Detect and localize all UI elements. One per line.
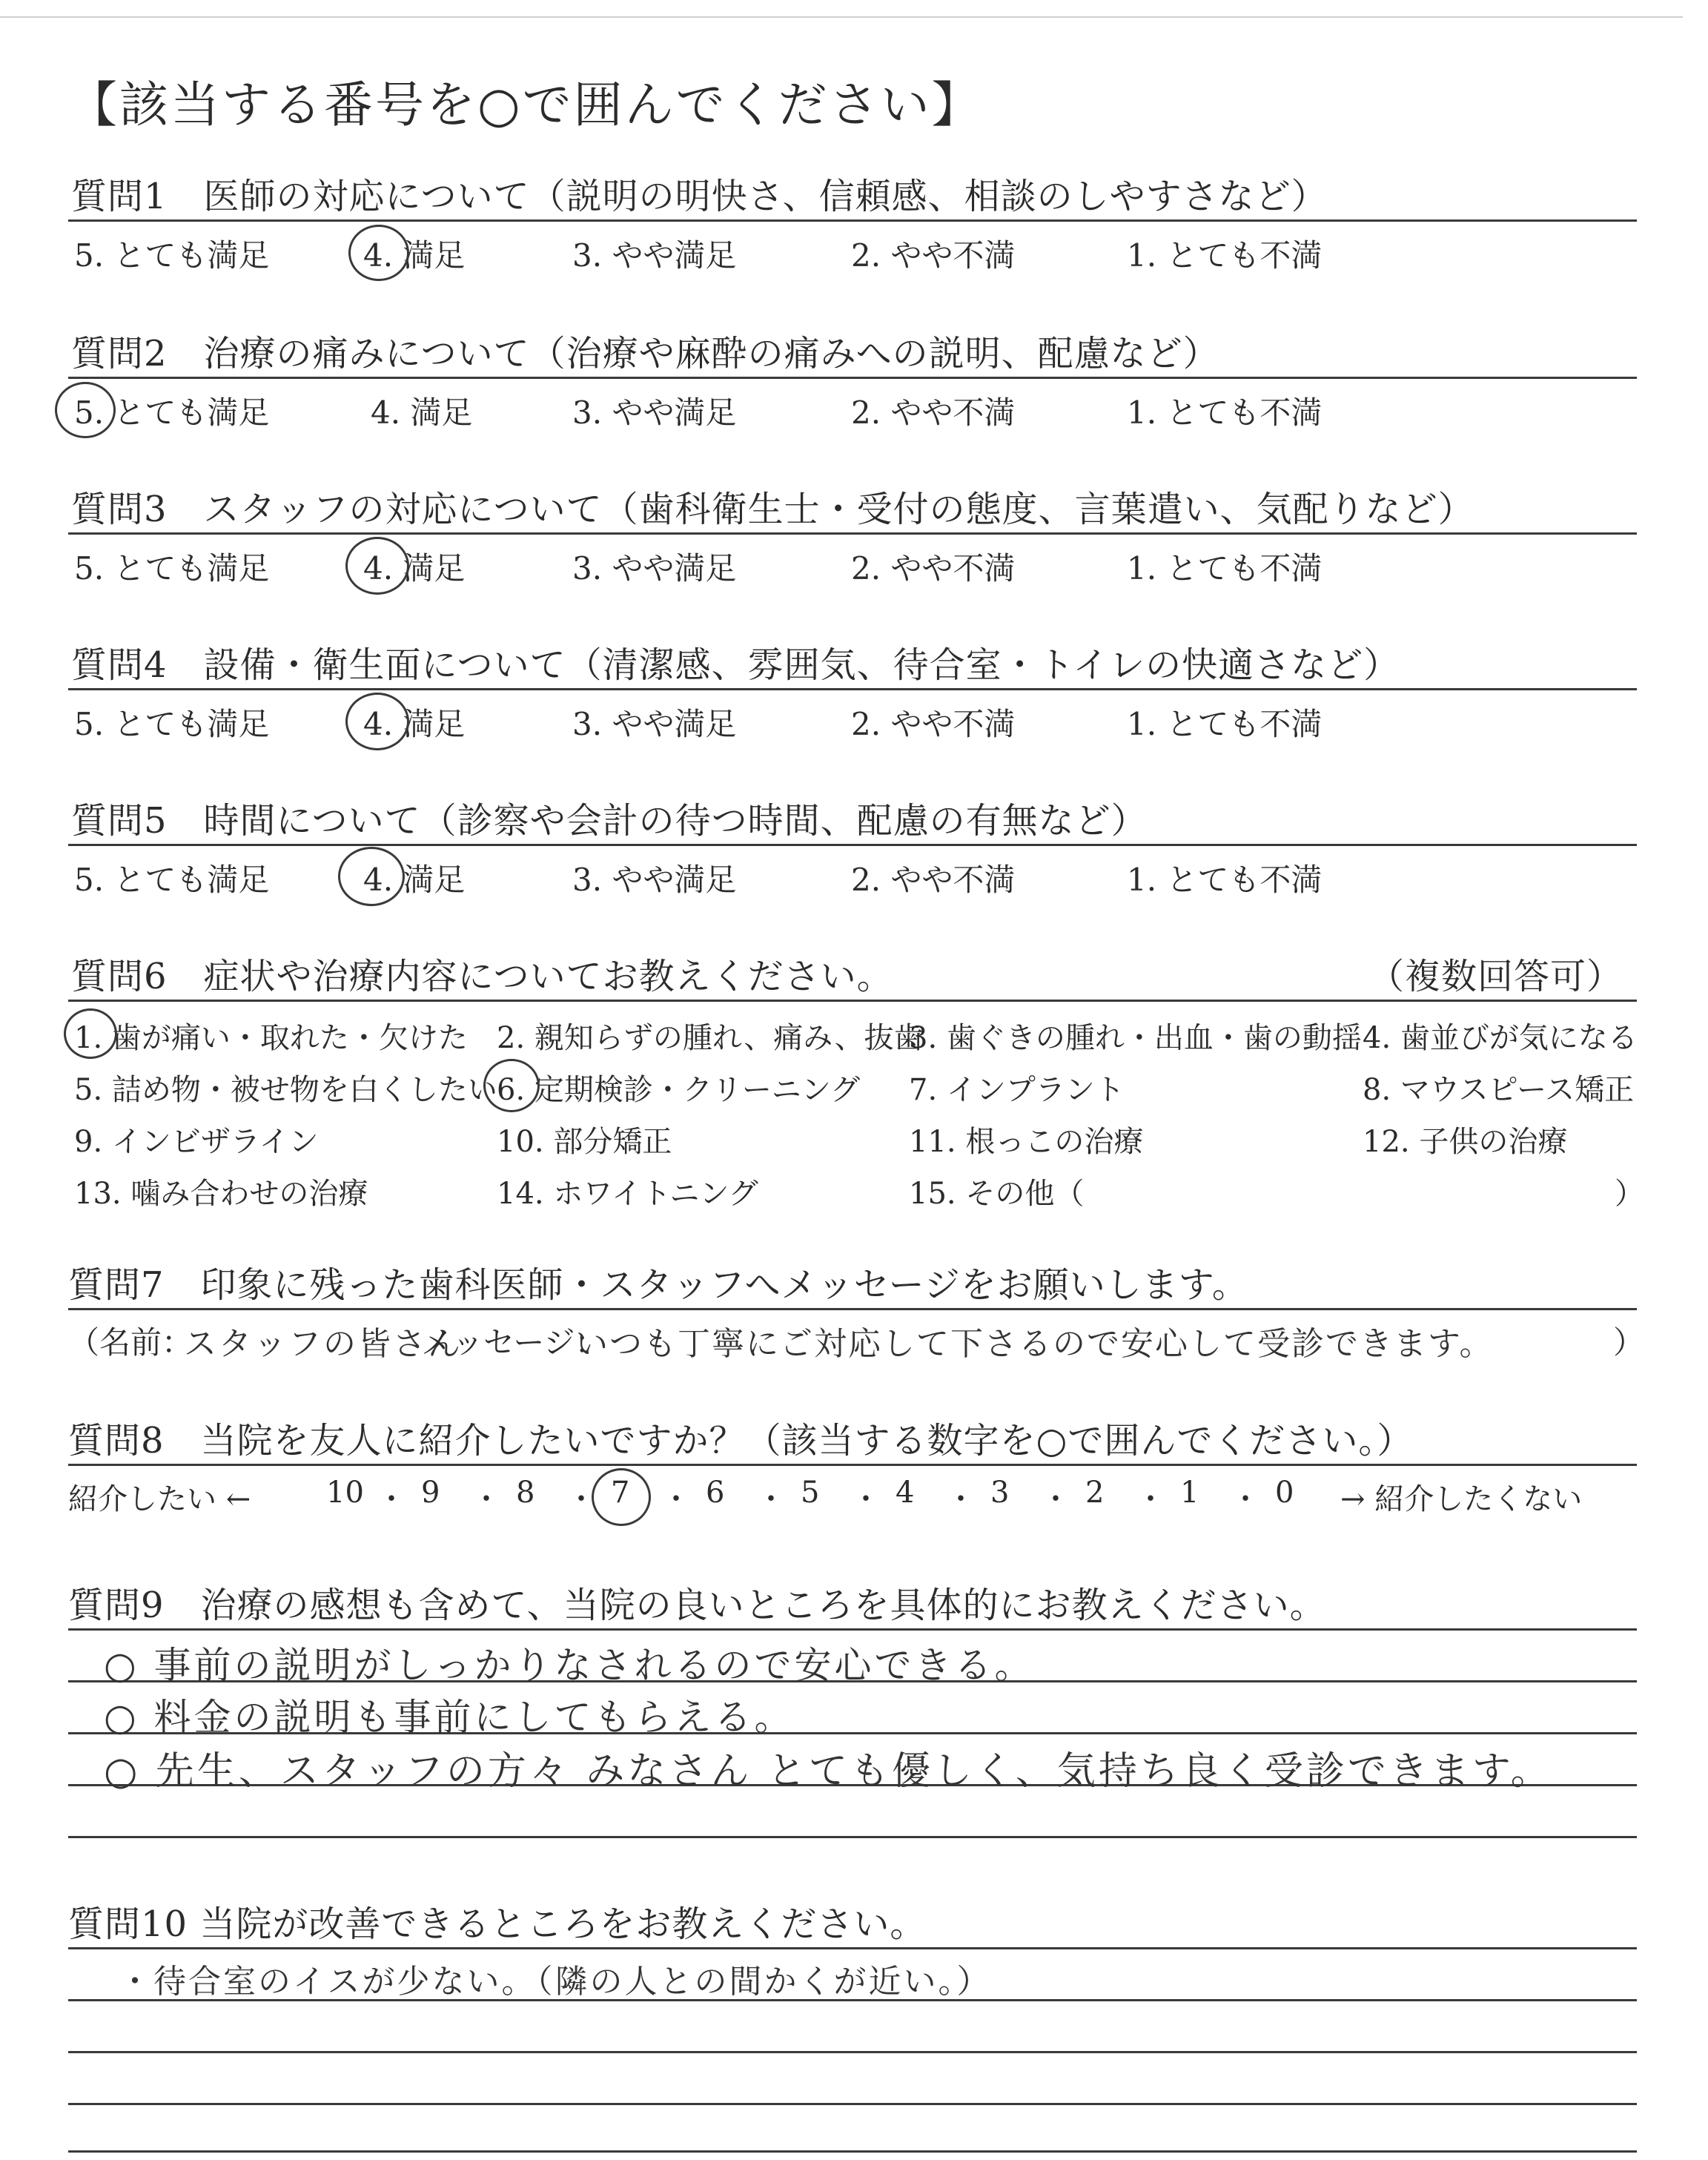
q3-option-3[interactable]: 3. やや満足 (572, 550, 737, 587)
q1-answer-circle (348, 225, 409, 281)
q8-scale-separator: ・ (566, 1482, 596, 1516)
q6-option-3[interactable]: 3. 歯ぐきの腫れ・出血・歯の動揺 (909, 1021, 1362, 1055)
question-8-rule (68, 1464, 1637, 1466)
q9-answer-2[interactable]: ○ 料金の説明も事前にしてもらえる。 (104, 1696, 795, 1739)
q8-scale-separator: ・ (756, 1482, 786, 1516)
scan-edge-line (0, 16, 1683, 18)
q6-option-8[interactable]: 8. マウスピース矯正 (1363, 1073, 1635, 1107)
q3-option-2[interactable]: 2. やや不満 (851, 550, 1016, 587)
q1-option-2[interactable]: 2. やや不満 (851, 237, 1016, 274)
q2-option-2[interactable]: 2. やや不満 (851, 394, 1016, 431)
q8-scale-separator: ・ (1136, 1482, 1165, 1516)
q8-left-label: 紹介したい ← (68, 1482, 251, 1516)
q3-answer-circle (345, 537, 409, 595)
q5-option-3[interactable]: 3. やや満足 (572, 862, 737, 898)
q8-scale-separator: ・ (661, 1482, 691, 1516)
question-10-rule-4 (68, 2103, 1637, 2105)
q8-scale-separator: ・ (851, 1482, 881, 1516)
question-3-rule (68, 532, 1637, 535)
q6-option-13[interactable]: 13. 噛み合わせの治療 (74, 1177, 368, 1211)
q1-option-5[interactable]: 5. とても満足 (74, 237, 270, 274)
q5-option-5[interactable]: 5. とても満足 (74, 862, 270, 898)
q6-option-14[interactable]: 14. ホワイトニング (497, 1177, 758, 1211)
q8-scale-6[interactable]: 6 (706, 1476, 725, 1510)
q5-option-2[interactable]: 2. やや不満 (851, 862, 1016, 898)
q7-name-value[interactable]: スタッフの皆さん (184, 1325, 463, 1363)
question-10-rule-3 (68, 2051, 1637, 2053)
q8-scale-3[interactable]: 3 (990, 1476, 1010, 1510)
q8-scale-separator: ・ (377, 1482, 406, 1516)
q6-option-15[interactable]: 15. その他（ (909, 1177, 1085, 1211)
q4-option-5[interactable]: 5. とても満足 (74, 706, 270, 742)
q1-option-1[interactable]: 1. とても不満 (1127, 237, 1323, 274)
q2-option-1[interactable]: 1. とても不満 (1127, 394, 1323, 431)
q6-option-2[interactable]: 2. 親知らずの腫れ、痛み、抜歯 (497, 1021, 924, 1055)
q8-scale-0[interactable]: 0 (1275, 1476, 1294, 1510)
question-2-title: 質問2 治療の痛みについて（治療や麻酔の痛みへの説明、配慮など） (71, 333, 1219, 374)
q10-answer-1[interactable]: ・待合室のイスが少ない。（隣の人との間かくが近い。） (119, 1963, 992, 2001)
question-7-rule (68, 1308, 1637, 1310)
question-4-rule (68, 688, 1637, 690)
q5-option-4[interactable]: 4. 満足 (363, 862, 466, 898)
q6-option-1[interactable]: 1. 歯が痛い・取れた・欠けた (74, 1021, 468, 1055)
q2-option-4[interactable]: 4. 満足 (371, 394, 473, 431)
q8-scale-separator: ・ (946, 1482, 976, 1516)
q6-option-9[interactable]: 9. インビザライン (74, 1125, 319, 1159)
q8-answer-circle (592, 1468, 651, 1526)
question-5-rule (68, 844, 1637, 846)
question-8-title: 質問8 当院を友人に紹介したいですか？（該当する数字を○で囲んでください。） (68, 1420, 1414, 1462)
q8-scale-8[interactable]: 8 (516, 1476, 535, 1510)
q9-answer-3[interactable]: ○ 先生、スタッフの方々 みなさん とても優しく、気持ち良く受診できます。 (104, 1749, 1552, 1794)
q8-scale-separator: ・ (1231, 1482, 1260, 1516)
instruction-heading: 【該当する番号を○で囲んでください】 (68, 76, 983, 133)
question-6-title: 質問6 症状や治療内容についてお教えください。 (71, 956, 893, 997)
q2-option-5[interactable]: 5. とても満足 (74, 394, 270, 431)
q8-scale-2[interactable]: 2 (1085, 1476, 1105, 1510)
q8-scale-separator: ・ (471, 1482, 501, 1516)
q2-answer-circle (55, 382, 116, 438)
q1-option-3[interactable]: 3. やや満足 (572, 237, 737, 274)
q5-option-1[interactable]: 1. とても不満 (1127, 862, 1323, 898)
q4-option-2[interactable]: 2. やや不満 (851, 706, 1016, 742)
q4-option-1[interactable]: 1. とても不満 (1127, 706, 1323, 742)
q4-answer-circle (345, 693, 409, 750)
question-2-rule (68, 377, 1637, 379)
q8-scale-5[interactable]: 5 (801, 1476, 820, 1510)
q6-answer-circle-1 (64, 1008, 117, 1059)
q6-option-4[interactable]: 4. 歯並びが気になる (1363, 1021, 1638, 1055)
q8-scale-1[interactable]: 1 (1180, 1476, 1199, 1510)
q4-option-3[interactable]: 3. やや満足 (572, 706, 737, 742)
q8-scale-9[interactable]: 9 (421, 1476, 440, 1510)
q7-message-value[interactable]: いつも丁寧にご対応して下さるので安心して受診できます。 (575, 1325, 1494, 1363)
question-10-rule-5 (68, 2150, 1637, 2153)
question-9-rule-5 (68, 1836, 1637, 1838)
q8-right-label: → 紹介したくない (1340, 1482, 1583, 1516)
q5-answer-circle (338, 847, 405, 906)
question-10-rule-1 (68, 1947, 1637, 1949)
q4-option-4[interactable]: 4. 満足 (363, 706, 466, 742)
q6-option-6[interactable]: 6. 定期検診・クリーニング (497, 1073, 861, 1107)
q1-option-4[interactable]: 4. 満足 (363, 237, 466, 274)
question-7-title: 質問7 印象に残った歯科医師・スタッフへメッセージをお願いします。 (68, 1264, 1248, 1306)
question-6-note: （複数回答可） (1368, 956, 1623, 997)
q8-scale-10[interactable]: 10 (326, 1476, 364, 1510)
q2-option-3[interactable]: 3. やや満足 (572, 394, 737, 431)
q7-name-label: （名前： (68, 1324, 193, 1361)
q8-scale-7[interactable]: 7 (611, 1476, 630, 1510)
q6-option-11[interactable]: 11. 根っこの治療 (909, 1125, 1144, 1159)
question-9-rule-1 (68, 1628, 1637, 1631)
q8-scale-separator: ・ (1041, 1482, 1070, 1516)
q6-answer-circle-6 (483, 1059, 540, 1112)
q7-close-paren: ） (1613, 1324, 1645, 1361)
question-5-title: 質問5 時間について（診察や会計の待つ時間、配慮の有無など） (71, 800, 1148, 842)
question-1-rule (68, 219, 1637, 222)
q6-option-7[interactable]: 7. インプラント (909, 1073, 1125, 1107)
question-3-title: 質問3 スタッフの対応について（歯科衛生士・受付の態度、言葉遣い、気配りなど） (71, 489, 1474, 530)
question-1-title: 質問1 医師の対応について（説明の明快さ、信頼感、相談のしやすさなど） (71, 176, 1328, 217)
q3-option-1[interactable]: 1. とても不満 (1127, 550, 1323, 587)
q7-message-label: メッセージ： (421, 1324, 606, 1361)
q6-option-10[interactable]: 10. 部分矯正 (497, 1125, 672, 1159)
question-9-title: 質問9 治療の感想も含めて、当院の良いところを具体的にお教えください。 (68, 1585, 1326, 1626)
q3-option-5[interactable]: 5. とても満足 (74, 550, 270, 587)
q3-option-4[interactable]: 4. 満足 (363, 550, 466, 587)
question-6-rule (68, 1000, 1637, 1002)
q8-scale-4[interactable]: 4 (896, 1476, 915, 1510)
question-4-title: 質問4 設備・衛生面について（清潔感、雰囲気、待合室・トイレの快適さなど） (71, 644, 1400, 686)
question-10-title: 質問10 当院が改善できるところをお教えください。 (68, 1903, 927, 1945)
q6-option-5[interactable]: 5. 詰め物・被せ物を白くしたい (74, 1073, 497, 1107)
q9-answer-1[interactable]: ○ 事前の説明がしっかりなされるので安心できる。 (104, 1644, 1035, 1687)
q6-option-15-close: ） (1615, 1177, 1644, 1211)
q6-option-12[interactable]: 12. 子供の治療 (1363, 1125, 1568, 1159)
